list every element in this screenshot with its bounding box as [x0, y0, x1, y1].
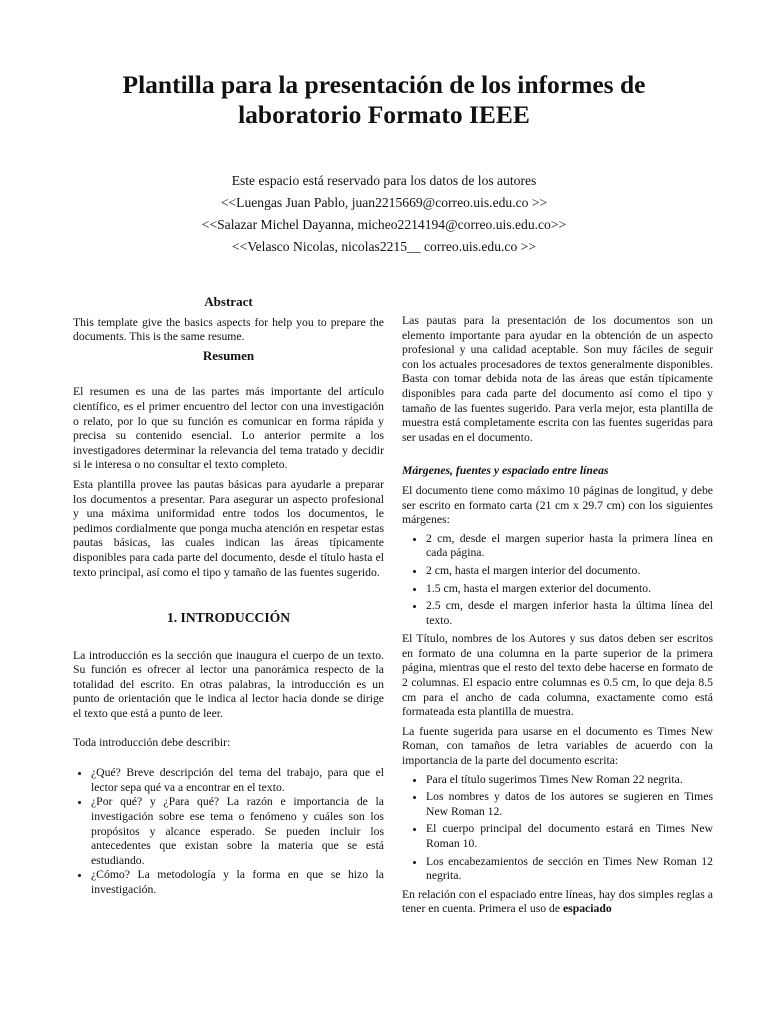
right-column [402, 314, 713, 917]
margins-bullet-list [402, 532, 713, 629]
list-item: • El cuerpo principal del documento estará en Times New Roman 10. [426, 822, 713, 851]
body-paragraph: Las pautas para la presentación de los documentos son un elemento importante para ayudar en la obtención de un aspecto profesional y una calidad aceptable. Son muy fáciles de seguir con los actuales procesadores de textos generalmente disponibles. Basta con tomar debida nota de las áreas que están típicamente disponibles para cada parte del documento así como el tipo y tamaño de las fuentes sugerido. Para verla mejor, esta plantilla de muestra está completamente escrita con las fuentes sugeridas para ser usadas en el documento. [402, 314, 713, 444]
author-line: <<Luengas Juan Pablo, juan2215669@correo.uis.edu.co >> [220, 195, 548, 210]
body-paragraph: El Título, nombres de los Autores y sus datos deben ser escritos en formato de una columna en la parte superior de la primera página, mientras que el resto del texto debe hacerse en formato de 2 columnas. El espacio entre columnas es 0.5 cm, lo que deja 8.5 cm para el ancho de cada columna, exactamente como está formateada esta plantilla de muestra. [402, 632, 713, 719]
fonts-bullet-list [402, 773, 713, 884]
list-item: • 2 cm, desde el margen superior hasta la primera línea en cada página. [426, 532, 713, 561]
paper-title: Plantilla para la presentación de los informes de laboratorio Formato IEEE [122, 70, 646, 129]
section-subheading: Márgenes, fuentes y espaciado entre líneas [402, 464, 609, 478]
body-paragraph: La fuente sugerida para usarse en el documento es Times New Roman, con tamaños de letra variables de acuerdo con la importancia de la parte del documento escrita: [402, 724, 713, 768]
list-item: • Para el título sugerimos Times New Roman 22 negrita. [426, 773, 713, 788]
author-note: Este espacio está reservado para los datos de los autores [231, 173, 537, 188]
intro-bullet-list [73, 766, 384, 897]
bold-term: espaciado [562, 902, 612, 916]
author-block [60, 170, 708, 258]
author-line: <<Salazar Michel Dayanna, micheo2214194@correo.uis.edu.co>> [201, 217, 567, 232]
resumen-heading: Resumen [202, 347, 255, 363]
list-item: • 1.5 cm, hasta el margen exterior del documento. [426, 582, 713, 597]
intro-paragraph: La introducción es la sección que inaugura el cuerpo de un texto. Su función es ofrecer al lector una panorámica respecto de la totalidad del escrito. En otras palabras, la introducción es un punto de orientación que le indica al lector hacia donde se dirige el texto que está a punto de leer. [73, 648, 384, 721]
intro-heading: 1. INTRODUCCIÓN [166, 610, 291, 626]
list-item: • 2.5 cm, desde el margen inferior hasta la última línea del texto. [426, 599, 713, 628]
list-item: • Los nombres y datos de los autores se sugieren en Times New Roman 12. [426, 790, 713, 819]
body-text: En relación con el espaciado entre líneas, hay dos simples reglas a tener en cuenta. Primera el uso de [402, 887, 713, 916]
abstract-text: This template give the basics aspects for help you to prepare the documents. This is the same resume. [73, 315, 384, 344]
author-line: <<Velasco Nicolas, nicolas2215__ correo.uis.edu.co >> [232, 239, 536, 254]
list-item: • Los encabezamientos de sección en Times New Roman 12 negrita. [426, 855, 713, 884]
list-item: • ¿Por qué? y ¿Para qué? La razón e importancia de la investigación sobre ese tema o fenómeno y cuáles son los propósitos y alcance esperado. Se pueden incluir los antecedentes que existan sobre la materia que se está estudiando. [91, 795, 384, 868]
intro-paragraph: Toda introducción debe describir: [73, 735, 231, 749]
left-column [73, 295, 384, 902]
resumen-paragraph: El resumen es una de las partes más importante del artículo científico, es el primer encuentro del lector con una investigación o relato, por lo que su función es comunicar en forma rápida y precisa su contenido esencial. Lo anterior permite a los investigadores determinar la relevancia del tema tratado y decidir si le interesa o no consultar el texto completo. [73, 385, 384, 472]
list-item: • 2 cm, hasta el margen interior del documento. [426, 564, 713, 579]
abstract-heading: Abstract [204, 294, 253, 309]
list-item: • ¿Qué? Breve descripción del tema del trabajo, para que el lector sepa qué va a encontrar en el texto. [91, 766, 384, 795]
resumen-paragraph: Esta plantilla provee las pautas básicas para ayudarle a preparar los documentos a presentar. Para asegurar un aspecto profesional y una máxima uniformidad entre todos los documentos, le pedimos cordialmente que ponga mucha atención en respetar estas pautas básicas, las cuales indican las áreas típicamente disponibles para cada parte del documento, desde el título hasta el texto principal, así como el tipo y tamaño de las fuentes sugerido. [73, 477, 384, 579]
list-item: • ¿Cómo? La metodología y la forma en que se hizo la investigación. [91, 868, 384, 897]
body-paragraph [402, 888, 713, 917]
body-paragraph: El documento tiene como máximo 10 páginas de longitud, y debe ser escrito en formato carta (21 cm x 29.7 cm) con los siguientes márgenes: [402, 483, 713, 527]
